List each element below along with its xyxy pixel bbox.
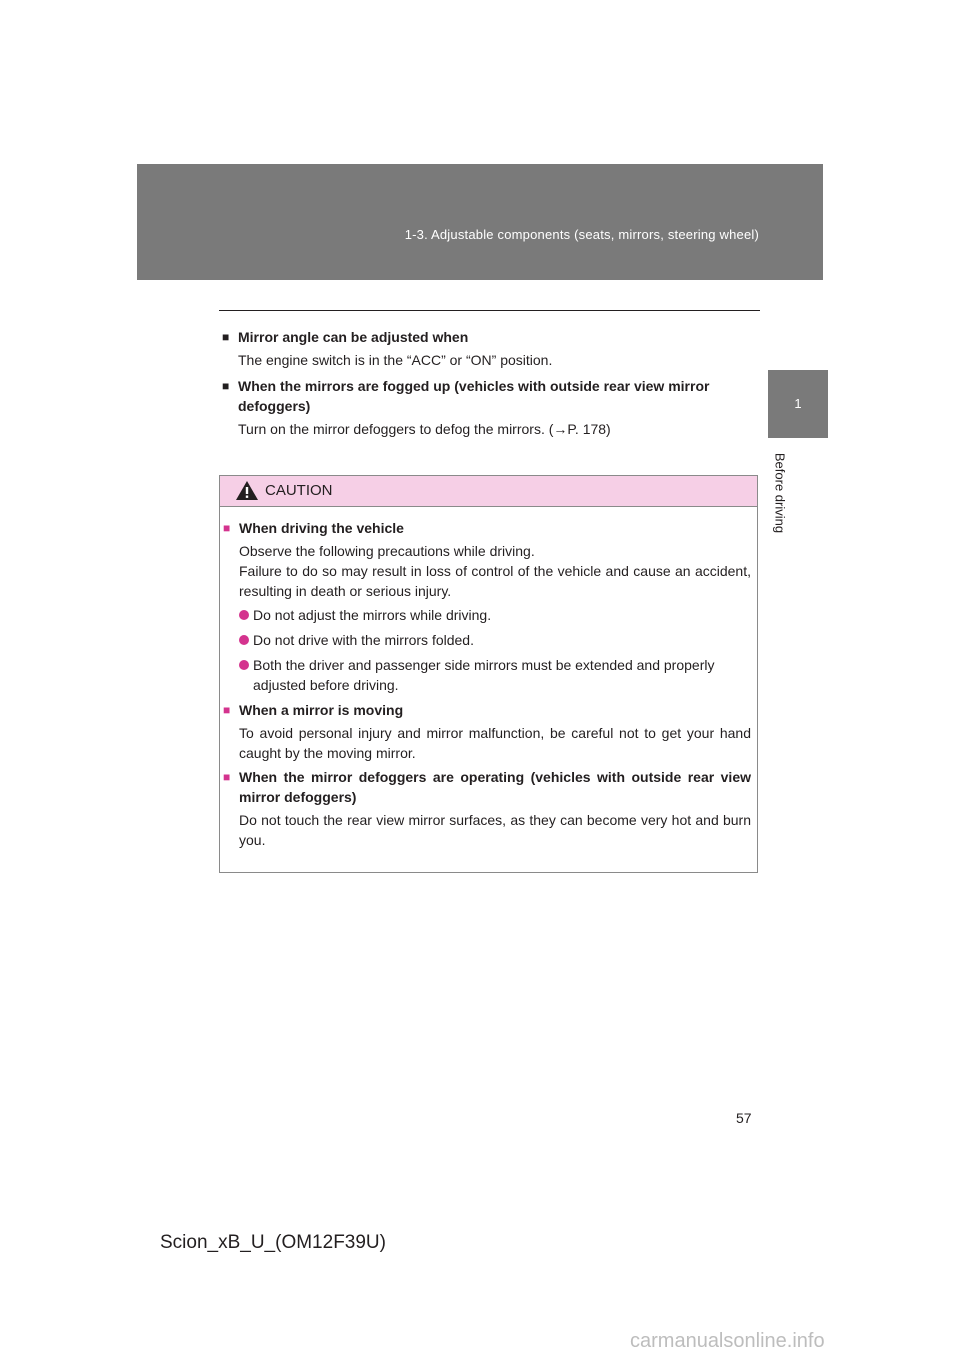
caution-text: Do not touch the rear view mirror surfaces, as they can become very hot and burn you. xyxy=(239,812,751,848)
caution-item xyxy=(223,767,751,850)
chapter-number: 1 xyxy=(794,396,802,411)
caution-heading: When the mirror defoggers are operating (vehicles with outside rear view mirror defoggers) xyxy=(239,769,751,805)
caution-item xyxy=(223,700,751,763)
chapter-label-container xyxy=(760,448,800,538)
bullet-item xyxy=(239,605,751,625)
square-bullet-icon: ■ xyxy=(223,703,231,717)
square-bullet-icon: ■ xyxy=(223,770,231,784)
caution-body xyxy=(220,507,757,850)
note-body: Turn on the mirror defoggers to defog the mirrors. (→P. 178) xyxy=(238,421,611,437)
chapter-label: Before driving xyxy=(772,452,788,534)
caution-header xyxy=(220,476,757,507)
section-divider xyxy=(219,310,760,311)
bullet-item xyxy=(239,630,751,650)
round-bullet-icon xyxy=(239,635,249,645)
round-bullet-icon xyxy=(239,610,249,620)
bullet-item xyxy=(239,655,751,695)
manual-code: Scion_xB_U_(OM12F39U) xyxy=(160,1232,386,1253)
caution-heading: When driving the vehicle xyxy=(239,520,404,536)
square-bullet-icon: ■ xyxy=(222,330,230,344)
bullet-list xyxy=(239,605,751,695)
bullet-text: Both the driver and passenger side mirrors must be extended and properly adjusted before driving. xyxy=(253,657,715,693)
bullet-text: Do not adjust the mirrors while driving. xyxy=(253,607,492,623)
section-title: 1-3. Adjustable components (seats, mirrors, steering wheel) xyxy=(404,227,759,242)
note-item xyxy=(222,327,754,370)
caution-text xyxy=(239,541,751,601)
caution-item xyxy=(223,518,751,695)
square-bullet-icon: ■ xyxy=(222,379,230,393)
caution-text-line: Observe the following precautions while driving. Failure to do so may result in loss of control of the vehicle and cause an accident, resulting in death or serious injury. xyxy=(239,543,751,599)
note-heading: Mirror angle can be adjusted when xyxy=(238,329,469,345)
watermark: carmanualsonline.info xyxy=(630,1330,825,1352)
note-heading: When the mirrors are fogged up (vehicles with outside rear view mirror defoggers) xyxy=(238,378,710,414)
round-bullet-icon xyxy=(239,660,249,670)
chapter-tab xyxy=(768,370,828,438)
caution-text: To avoid personal injury and mirror malfunction, be careful not to get your hand caught by the moving mirror. xyxy=(239,725,751,761)
note-body: The engine switch is in the “ACC” or “ON” position. xyxy=(238,352,553,368)
caution-title: CAUTION xyxy=(265,482,333,499)
caution-box xyxy=(219,475,758,873)
caution-heading: When a mirror is moving xyxy=(239,702,404,718)
notes-section xyxy=(222,327,754,445)
bullet-text: Do not drive with the mirrors folded. xyxy=(253,632,474,648)
page-number: 57 xyxy=(736,1110,752,1126)
square-bullet-icon: ■ xyxy=(223,521,231,535)
note-item xyxy=(222,376,754,439)
warning-triangle-icon xyxy=(235,480,259,501)
header-band xyxy=(137,164,823,280)
